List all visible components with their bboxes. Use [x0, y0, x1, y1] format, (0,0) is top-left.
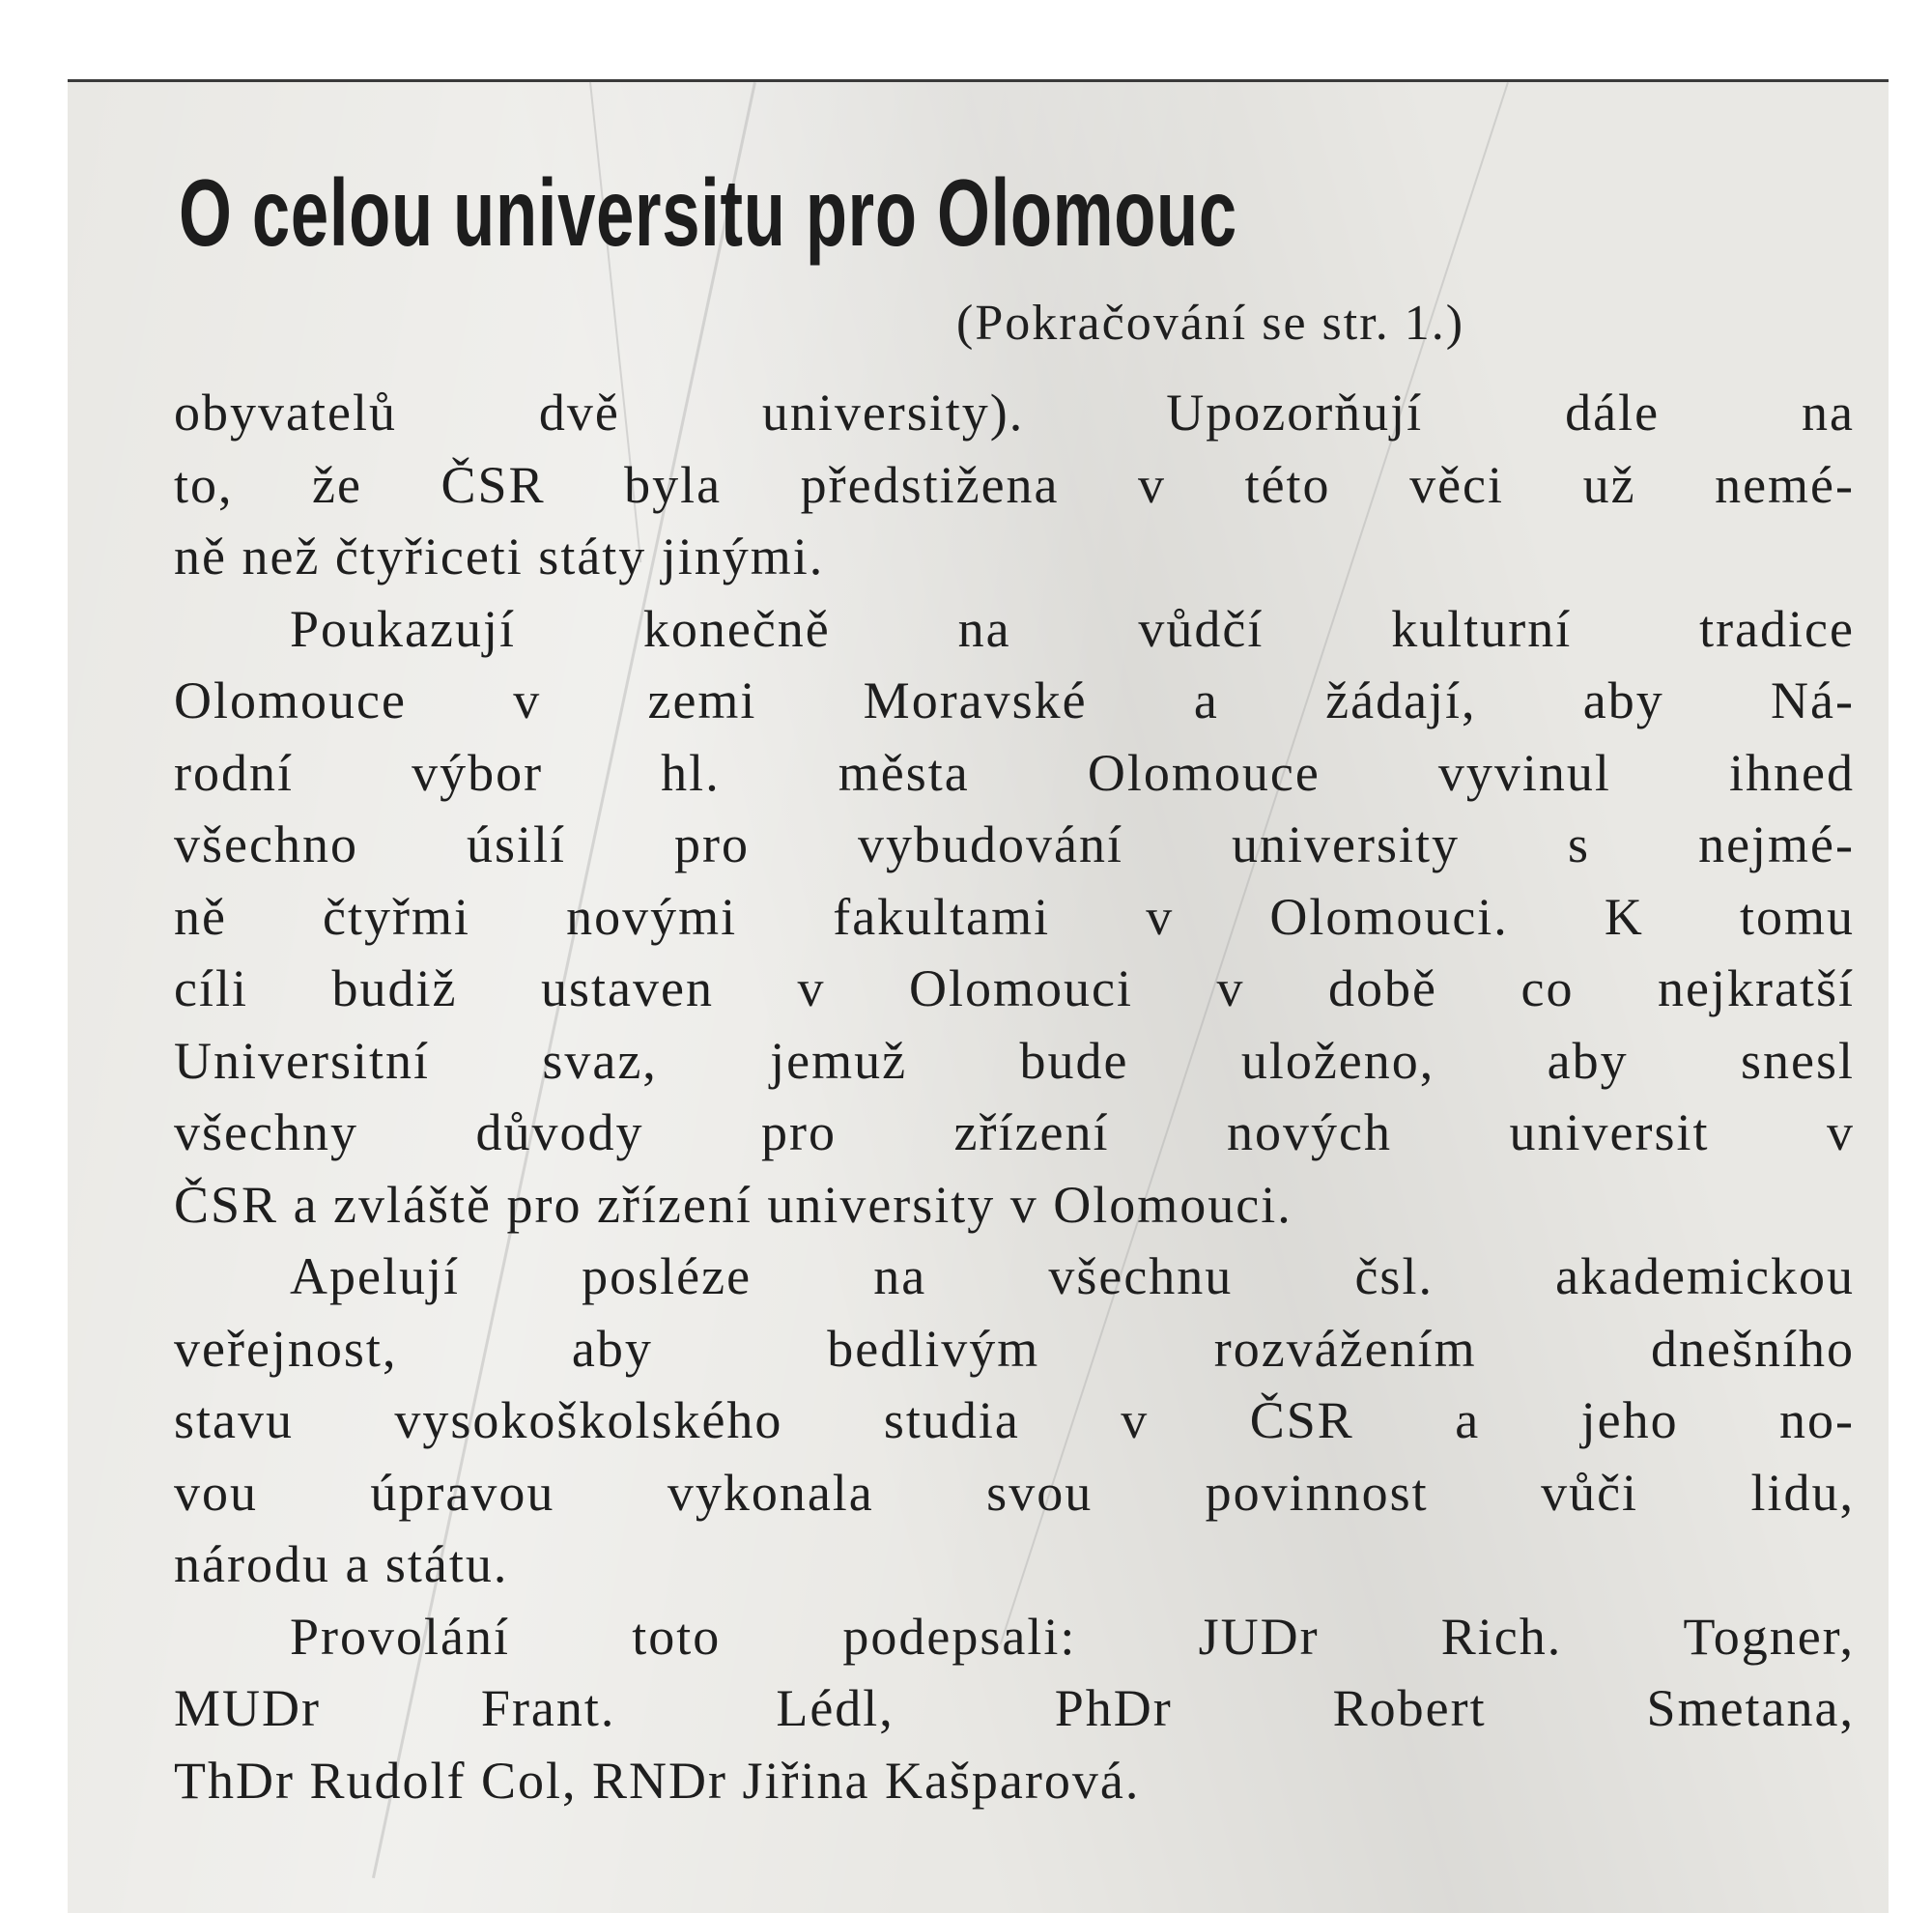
- body-line: ně čtyřmi novými fakultami v Olomouci. K tomu: [174, 887, 1855, 946]
- signatories-line: MUDr Frant. Lédl, PhDr Robert Smetana,: [174, 1679, 1855, 1737]
- body-line: Apelují posléze na všechnu čsl. akademickou: [290, 1247, 1855, 1305]
- article-body: [174, 377, 1855, 1816]
- body-line: národu a státu.: [174, 1535, 509, 1593]
- body-line: ČSR a zvláště pro zřízení university v Olomouci.: [174, 1175, 1293, 1234]
- body-line: cíli budiž ustaven v Olomouci v době co nejkratší: [174, 959, 1855, 1017]
- body-line: Universitní svaz, jemuž bude uloženo, aby snesl: [174, 1031, 1855, 1090]
- body-line: všechno úsilí pro vybudování university s nejmé-: [174, 815, 1855, 873]
- body-line: ně než čtyřiceti státy jinými.: [174, 528, 825, 585]
- body-line: rodní výbor hl. města Olomouce vyvinul ihned: [174, 743, 1855, 802]
- article-headline: O celou universitu pro Olomouc: [179, 159, 1237, 266]
- body-line: stavu vysokoškolského studia v ČSR a jeho no-: [174, 1391, 1855, 1449]
- body-line: obyvatelů dvě university). Upozorňují dále na: [174, 384, 1855, 442]
- body-line: vou úpravou vykonala svou povinnost vůči lidu,: [174, 1463, 1855, 1522]
- body-line: Olomouce v zemi Moravské a žádají, aby Ná-: [174, 671, 1855, 729]
- body-line: všechny důvody pro zřízení nových universit v: [174, 1103, 1855, 1161]
- signatories-line: ThDr Rudolf Col, RNDr Jiřina Kašparová.: [174, 1751, 1141, 1810]
- body-line: Poukazují konečně na vůdčí kulturní tradice: [290, 599, 1855, 658]
- body-line: to, že ČSR byla předstižena v této věci už nemé-: [174, 455, 1855, 514]
- body-line: veřejnost, aby bedlivým rozvážením dnešního: [174, 1319, 1855, 1378]
- continuation-note: (Pokračování se str. 1.): [956, 296, 1465, 351]
- signatories-line: Provolání toto podepsali: JUDr Rich. Togner,: [290, 1607, 1855, 1666]
